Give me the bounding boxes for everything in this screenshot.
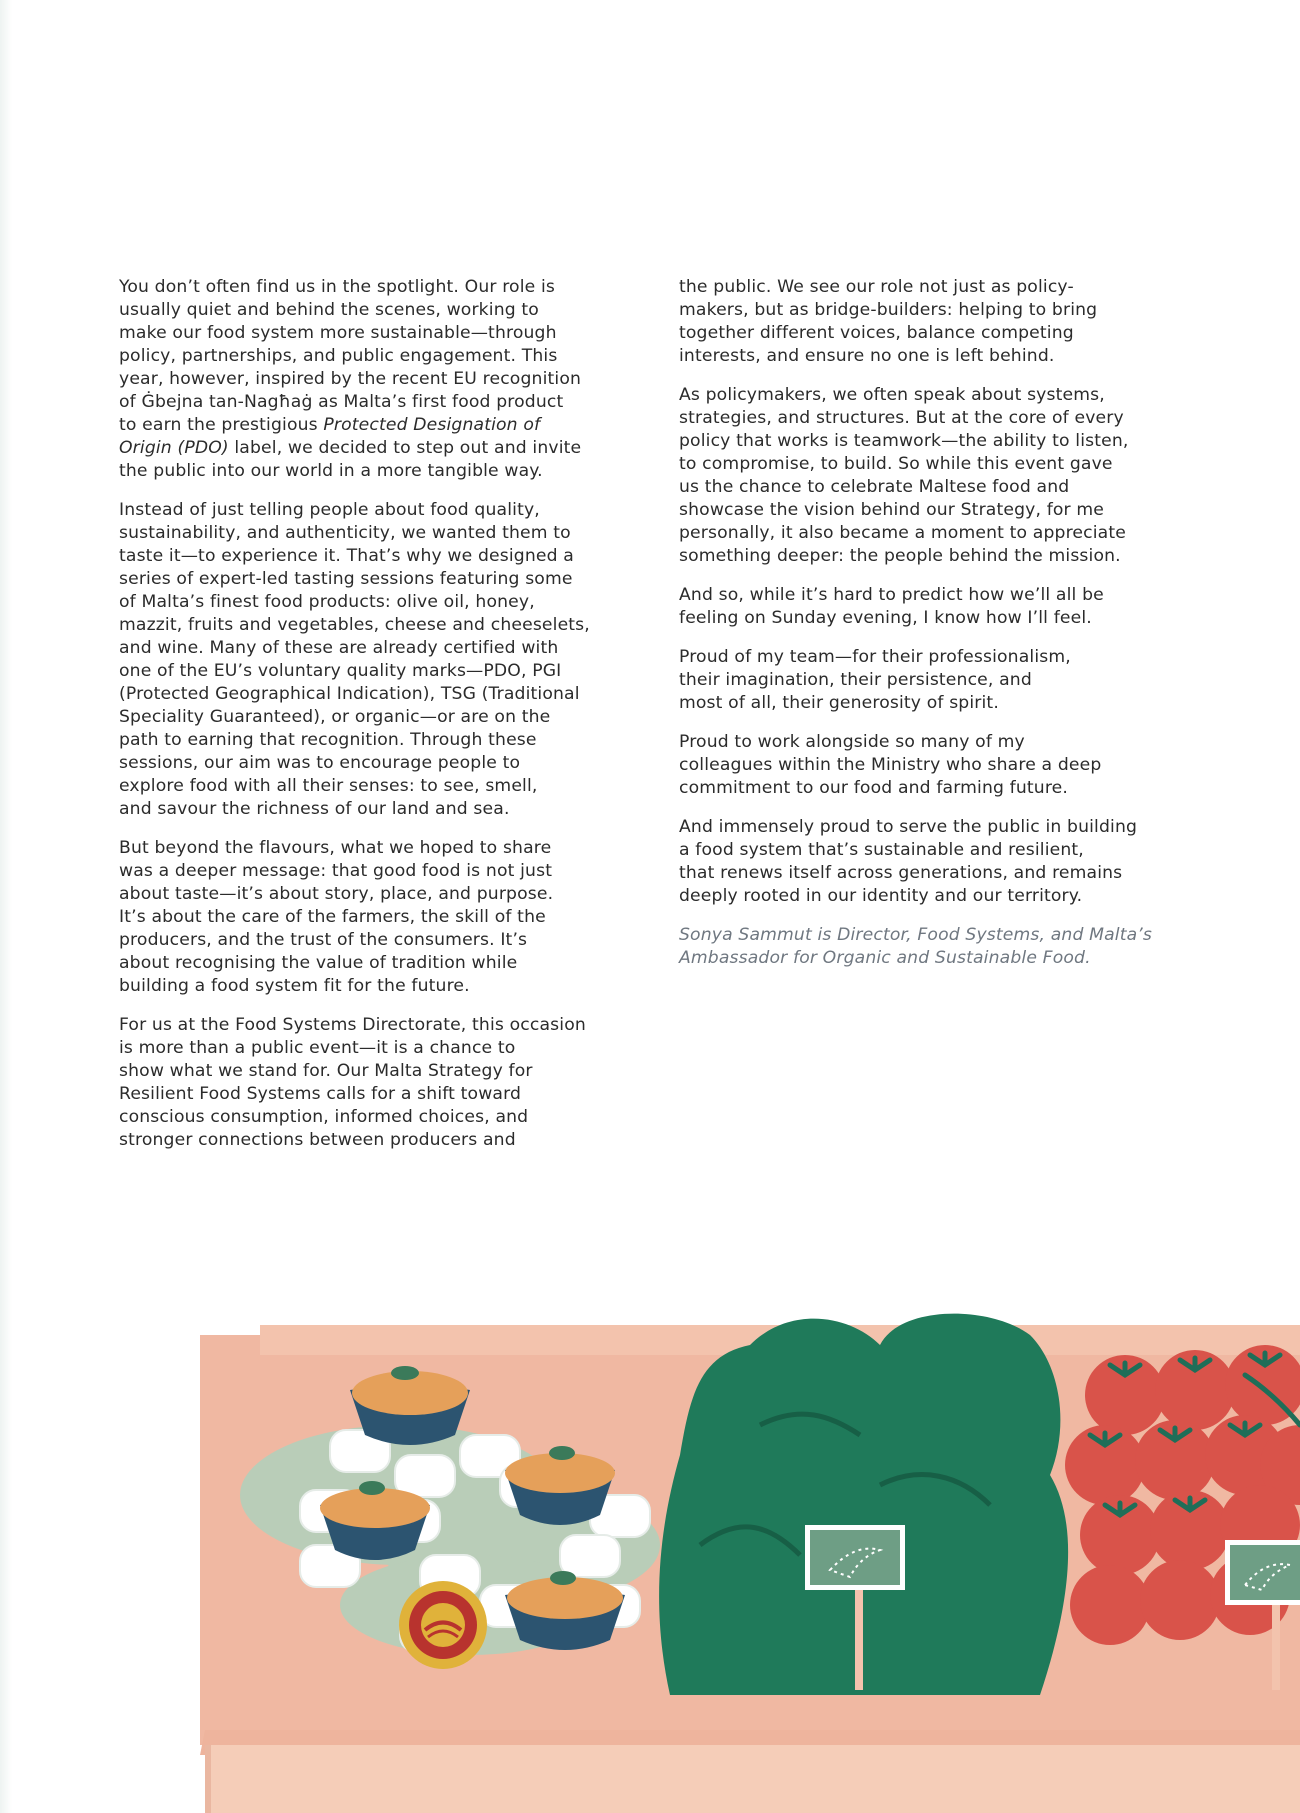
text-line: series of expert-led tasting sessions featuring some [119, 569, 573, 589]
text-line: together different voices, balance competing [679, 323, 1074, 343]
paragraph [119, 276, 634, 483]
text-line: colleagues within the Ministry who share a deep [679, 755, 1102, 775]
text-line: You don’t often find us in the spotlight. Our role is [119, 277, 555, 297]
text-line: Sonya Sammut is Director, Food Systems, and Malta’s [679, 925, 1153, 945]
text-run: label, we decided to step out and invite [228, 438, 582, 458]
text-line [119, 437, 634, 460]
italic-run: Origin (PDO) [119, 438, 229, 458]
text-line: was a deeper message: that good food is not just [119, 861, 553, 881]
text-line: Resilient Food Systems calls for a shift toward [119, 1084, 522, 1104]
text-line: something deeper: the people behind the mission. [679, 546, 1121, 566]
pepper-cheese-bowl [350, 1366, 470, 1445]
cheeselet [395, 1455, 455, 1497]
article-left-column [119, 276, 634, 1168]
text-line: policy, partnerships, and public engagement. This [119, 346, 558, 366]
text-line: Ambassador for Organic and Sustainable Food. [679, 948, 1091, 968]
spinach-display [659, 1314, 1068, 1695]
spinach-leaves [659, 1314, 1068, 1695]
text-line: As policymakers, we often speak about systems, [679, 385, 1105, 405]
tomato-display [1065, 1345, 1300, 1695]
text-line: usually quiet and behind the scenes, working to [119, 300, 539, 320]
paragraph [679, 731, 1199, 800]
text-line: is more than a public event—it is a chance to [119, 1038, 516, 1058]
text-line: personally, it also became a moment to appreciate [679, 523, 1126, 543]
text-line: (Protected Geographical Indication), TSG (Traditional [119, 684, 580, 704]
paragraph [679, 646, 1199, 715]
tomato [1140, 1560, 1220, 1640]
text-line: that renews itself across generations, and remains [679, 863, 1123, 883]
text-line: one of the EU’s voluntary quality marks—PDO, PGI [119, 661, 562, 681]
text-line: taste it—to experience it. That’s why we designed a [119, 546, 574, 566]
text-line: It’s about the care of the farmers, the skill of the [119, 907, 546, 927]
cheeselet [560, 1535, 620, 1577]
tomato [1070, 1565, 1150, 1645]
text-line: strategies, and structures. But at the core of every [679, 408, 1124, 428]
text-line: their imagination, their persistence, and [679, 670, 1032, 690]
text-line: most of all, their generosity of spirit. [679, 693, 999, 713]
text-line: conscious consumption, informed choices, and [119, 1107, 529, 1127]
text-line: show what we stand for. Our Malta Strategy for [119, 1061, 533, 1081]
text-line: about taste—it’s about story, place, and purpose. [119, 884, 554, 904]
text-line: us the chance to celebrate Maltese food and [679, 477, 1070, 497]
text-line: commitment to our food and farming future. [679, 778, 1069, 798]
text-line: and savour the richness of our land and sea. [119, 799, 510, 819]
paragraph [679, 384, 1199, 568]
text-line: Speciality Guaranteed), or organic—or are on the [119, 707, 551, 727]
text-line: Instead of just telling people about food quality, [119, 500, 540, 520]
text-line: showcase the vision behind our Strategy, for me [679, 500, 1105, 520]
article-right-column [679, 276, 1199, 986]
italic-run: Protected Designation of [323, 415, 541, 435]
paragraph [679, 816, 1199, 908]
text-line: producers, and the trust of the consumers. It’s [119, 930, 528, 950]
text-line [119, 414, 634, 437]
text-line: the public into our world in a more tangible way. [119, 461, 543, 481]
text-line: explore food with all their senses: to see, smell, [119, 776, 538, 796]
paragraph [679, 584, 1199, 630]
text-line: sustainability, and authenticity, we wanted them to [119, 523, 571, 543]
text-line: makers, but as bridge-builders: helping to bring [679, 300, 1098, 320]
paragraph [679, 276, 1199, 368]
text-run: to earn the prestigious [119, 415, 324, 435]
text-line: Proud to work alongside so many of my [679, 732, 1025, 752]
paragraph [119, 1014, 634, 1152]
text-line: But beyond the flavours, what we hoped to share [119, 838, 552, 858]
text-line: building a food system fit for the future. [119, 976, 470, 996]
text-line: to compromise, to build. So while this event gave [679, 454, 1113, 474]
text-line: of Ġbejna tan-Nagħaġ as Malta’s first food product [119, 392, 564, 412]
text-line: make our food system more sustainable—through [119, 323, 557, 343]
paragraph [119, 837, 634, 998]
paragraph [119, 499, 634, 821]
text-line: of Malta’s finest food products: olive oil, honey, [119, 592, 535, 612]
pdo-seal-icon [399, 1581, 487, 1669]
author-byline [679, 924, 1199, 970]
market-stall-illustration [0, 1225, 1300, 1813]
text-line: And immensely proud to serve the public in building [679, 817, 1138, 837]
text-line: about recognising the value of tradition while [119, 953, 518, 973]
text-line: feeling on Sunday evening, I know how I’ll feel. [679, 608, 1092, 628]
text-line: For us at the Food Systems Directorate, this occasion [119, 1015, 586, 1035]
text-line: mazzit, fruits and vegetables, cheese and cheeselets, [119, 615, 590, 635]
text-line: policy that works is teamwork—the ability to listen, [679, 431, 1129, 451]
text-line: the public. We see our role not just as policy- [679, 277, 1074, 297]
text-line: And so, while it’s hard to predict how we’ll all be [679, 585, 1104, 605]
text-line: deeply rooted in our identity and our territory. [679, 886, 1083, 906]
text-line: year, however, inspired by the recent EU recognition [119, 369, 582, 389]
text-line: a food system that’s sustainable and resilient, [679, 840, 1084, 860]
stall-front [205, 1745, 1300, 1813]
text-line: and wine. Many of these are already certified with [119, 638, 559, 658]
text-line: interests, and ensure no one is left behind. [679, 346, 1055, 366]
text-line: stronger connections between producers and [119, 1130, 516, 1150]
text-line: path to earning that recognition. Through these [119, 730, 537, 750]
text-line: sessions, our aim was to encourage people to [119, 753, 521, 773]
text-line: Proud of my team—for their professionalism, [679, 647, 1071, 667]
